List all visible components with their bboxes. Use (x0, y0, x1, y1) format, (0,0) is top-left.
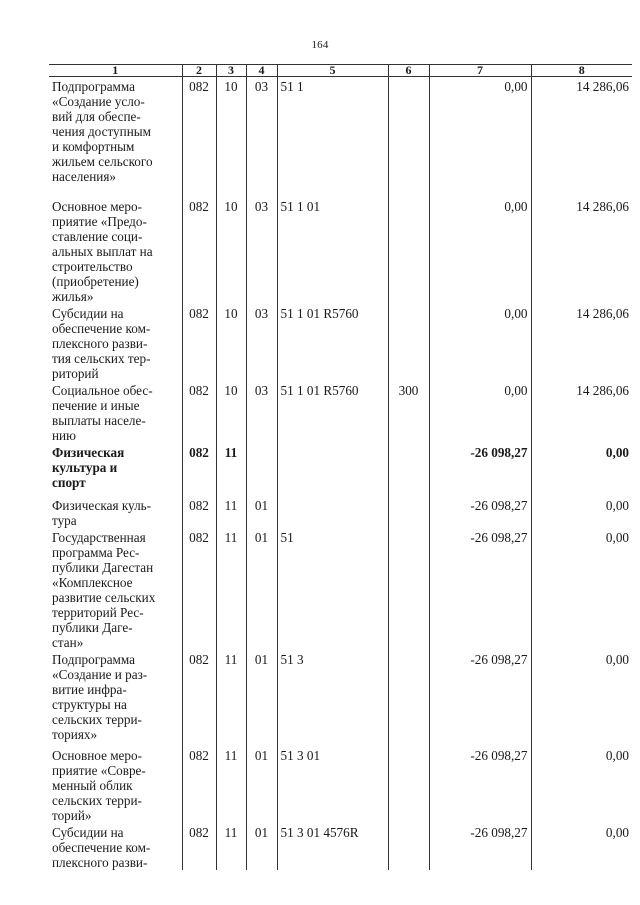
admin-code-cell: 082 (182, 528, 216, 650)
row-name-cell (49, 77, 182, 197)
target-article-cell (277, 443, 388, 496)
expense-type-cell (388, 197, 429, 304)
row-name-line: структуры на (52, 696, 127, 712)
row-name-line: и комфортным (52, 139, 135, 154)
expense-type-cell (388, 496, 429, 528)
table-row (49, 650, 632, 746)
section-cell: 10 (216, 381, 246, 443)
table-row (49, 304, 632, 381)
row-name-line: плексного разви- (52, 335, 148, 351)
admin-code-cell: 082 (182, 381, 216, 443)
row-name-line: риторий (52, 365, 99, 381)
row-name-line: Подпрограмма (52, 651, 136, 667)
amount-change-cell: -26 098,27 (429, 443, 531, 496)
column-header: 3 (216, 65, 246, 77)
section-cell: 11 (216, 528, 246, 650)
section-cell: 11 (216, 650, 246, 746)
column-header: 1 (49, 65, 182, 77)
section-cell: 10 (216, 197, 246, 304)
row-name-line: Государственная (52, 529, 146, 545)
admin-code-cell: 082 (182, 496, 216, 528)
row-name-line: Физическая (52, 444, 125, 460)
row-name-line: менный облик (52, 777, 133, 793)
row-name-cell (49, 496, 182, 528)
subsection-cell: 03 (246, 197, 277, 304)
row-name-cell (49, 197, 182, 304)
amount-change-cell: -26 098,27 (429, 528, 531, 650)
row-name-line: публики Даге- (52, 619, 133, 635)
amount-change-cell: -26 098,27 (429, 746, 531, 823)
subsection-cell: 01 (246, 528, 277, 650)
admin-code-cell: 082 (182, 823, 216, 870)
column-header: 6 (388, 65, 429, 77)
row-name-line: культура и (52, 459, 118, 475)
row-name-line: Субсидии на (52, 824, 124, 840)
row-name-line: жилья» (52, 288, 94, 304)
section-cell: 11 (216, 823, 246, 870)
row-name-cell (49, 381, 182, 443)
subsection-cell: 01 (246, 650, 277, 746)
amount-cell: 0,00 (531, 650, 632, 746)
subsection-cell: 03 (246, 77, 277, 197)
subsection-cell: 01 (246, 746, 277, 823)
column-header: 2 (182, 65, 216, 77)
amount-change-cell: -26 098,27 (429, 823, 531, 870)
row-name-line: Физическая куль- (52, 497, 152, 513)
budget-table (49, 64, 632, 870)
amount-cell: 14 286,06 (531, 304, 632, 381)
row-name-line: приятие «Предо- (52, 213, 147, 229)
row-name-cell (49, 746, 182, 823)
section-cell: 11 (216, 443, 246, 496)
target-article-cell: 51 3 01 (277, 746, 388, 823)
target-article-cell: 51 1 01 R5760 (277, 304, 388, 381)
amount-cell: 0,00 (531, 528, 632, 650)
row-name-cell (49, 443, 182, 496)
row-name-line: «Комплексное (52, 574, 133, 590)
row-name-line: программа Рес- (52, 544, 140, 560)
row-name-cell (49, 304, 182, 381)
expense-type-cell (388, 443, 429, 496)
subsection-cell: 01 (246, 823, 277, 870)
row-name-line: тия сельских тер- (52, 350, 151, 366)
row-name-line: выплаты населе- (52, 412, 146, 428)
column-header: 5 (277, 65, 388, 77)
column-header: 8 (531, 65, 632, 77)
row-name-line: плексного разви- (52, 854, 148, 870)
subsection-cell: 01 (246, 496, 277, 528)
amount-change-cell: 0,00 (429, 304, 531, 381)
row-name-line: (приобретение) (52, 273, 139, 289)
row-name-line: торий» (52, 807, 92, 823)
target-article-cell: 51 1 01 R5760 (277, 381, 388, 443)
column-header: 7 (429, 65, 531, 77)
expense-type-cell: 300 (388, 381, 429, 443)
subsection-cell: 03 (246, 381, 277, 443)
target-article-cell: 51 3 (277, 650, 388, 746)
row-name-line: Основное меро- (52, 198, 142, 214)
subsection-cell: 03 (246, 304, 277, 381)
subsection-cell (246, 443, 277, 496)
table-row (49, 496, 632, 528)
row-name-line: жильем сельского (52, 154, 153, 169)
row-name-line: территорий Рес- (52, 604, 144, 620)
expense-type-cell (388, 304, 429, 381)
section-cell: 11 (216, 746, 246, 823)
row-name-line: вий для обеспе- (52, 109, 141, 124)
row-name-line: «Создание усло- (52, 94, 145, 109)
row-name-line: «Создание и раз- (52, 666, 148, 682)
target-article-cell: 51 3 01 4576R (277, 823, 388, 870)
row-name-line: развитие сельских (52, 589, 156, 605)
row-name-line: сельских терри- (52, 711, 142, 727)
row-name-line: сельских терри- (52, 792, 142, 808)
amount-cell: 0,00 (531, 496, 632, 528)
amount-cell: 14 286,06 (531, 77, 632, 197)
row-name-line: ставление соци- (52, 228, 143, 244)
admin-code-cell: 082 (182, 650, 216, 746)
target-article-cell (277, 496, 388, 528)
row-name-line: Социальное обес- (52, 382, 153, 398)
target-article-cell: 51 (277, 528, 388, 650)
expense-type-cell (388, 650, 429, 746)
row-name-cell (49, 650, 182, 746)
admin-code-cell: 082 (182, 77, 216, 197)
amount-cell: 0,00 (531, 443, 632, 496)
row-name-line: печение и иные (52, 397, 140, 413)
row-name-cell (49, 823, 182, 870)
row-name-cell (49, 528, 182, 650)
table-header-row (49, 65, 632, 77)
row-name-line: строительство (52, 258, 133, 274)
row-name-line: нию (52, 427, 76, 443)
row-name-line: чения доступным (52, 124, 151, 139)
admin-code-cell: 082 (182, 746, 216, 823)
row-name-line: приятие «Совре- (52, 762, 146, 778)
amount-change-cell: -26 098,27 (429, 650, 531, 746)
section-cell: 10 (216, 77, 246, 197)
table-row (49, 528, 632, 650)
amount-cell: 0,00 (531, 823, 632, 870)
table-row (49, 443, 632, 496)
amount-change-cell: -26 098,27 (429, 496, 531, 528)
amount-cell: 14 286,06 (531, 197, 632, 304)
admin-code-cell: 082 (182, 197, 216, 304)
amount-change-cell: 0,00 (429, 381, 531, 443)
expense-type-cell (388, 823, 429, 870)
row-name-line: Подпрограмма (52, 79, 136, 94)
row-name-line: Субсидии на (52, 305, 124, 321)
target-article-cell: 51 1 (277, 77, 388, 197)
row-name-line: ториях» (52, 726, 98, 742)
amount-change-cell: 0,00 (429, 77, 531, 197)
section-cell: 10 (216, 304, 246, 381)
table-row (49, 381, 632, 443)
expense-type-cell (388, 528, 429, 650)
row-name-line: населения» (52, 169, 116, 184)
page-number: 164 (311, 39, 329, 51)
row-name-line: спорт (52, 474, 86, 490)
table-row (49, 823, 632, 870)
table-row (49, 197, 632, 304)
row-name-line: стан» (52, 634, 84, 650)
target-article-cell: 51 1 01 (277, 197, 388, 304)
amount-cell: 14 286,06 (531, 381, 632, 443)
table-row (49, 77, 632, 197)
row-name-line: обеспечение ком- (52, 320, 151, 336)
row-name-line: Основное меро- (52, 747, 142, 763)
amount-cell: 0,00 (531, 746, 632, 823)
column-header: 4 (246, 65, 277, 77)
table-row (49, 746, 632, 823)
expense-type-cell (388, 746, 429, 823)
row-name-line: альных выплат на (52, 243, 153, 259)
row-name-line: витие инфра- (52, 681, 127, 697)
row-name-line: тура (52, 512, 77, 528)
admin-code-cell: 082 (182, 443, 216, 496)
section-cell: 11 (216, 496, 246, 528)
row-name-line: публики Дагестан (52, 559, 154, 575)
admin-code-cell: 082 (182, 304, 216, 381)
amount-change-cell: 0,00 (429, 197, 531, 304)
row-name-line: обеспечение ком- (52, 839, 151, 855)
expense-type-cell (388, 77, 429, 197)
